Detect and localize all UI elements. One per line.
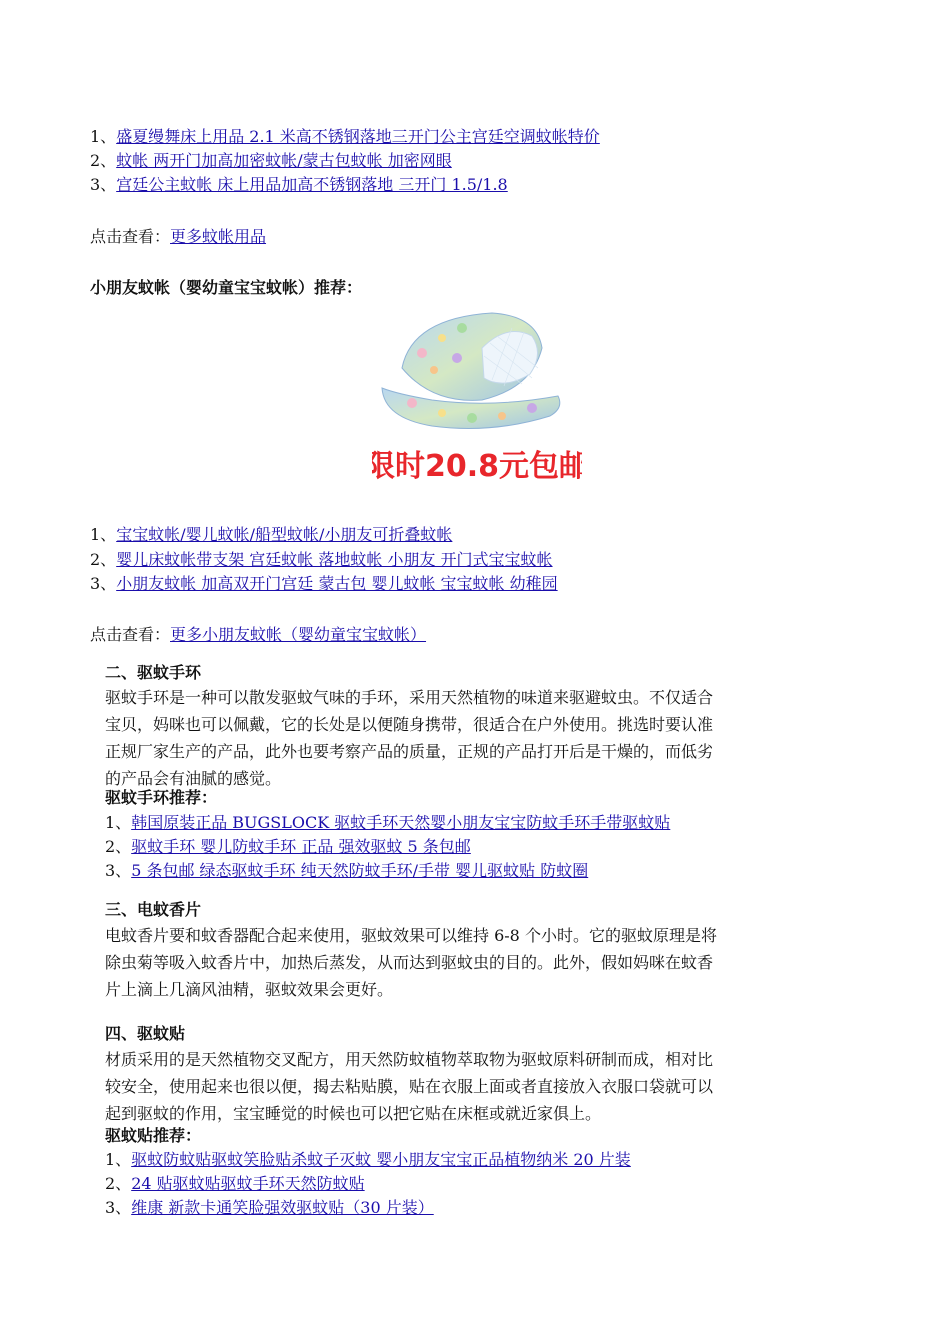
paragraph-line: 驱蚊手环是一种可以散发驱蚊气味的手环，采用天然植物的味道来驱避蚊虫。不仅适合 [105, 688, 714, 707]
list-item [105, 1172, 365, 1196]
list-number: 1、 [105, 1150, 132, 1169]
list-number: 2、 [90, 550, 117, 569]
paragraph-line: 正规厂家生产的产品，此外也要考察产品的质量，正规的产品打开后是干燥的，而低劣 [105, 742, 714, 761]
paragraph-line: 宝贝，妈咪也可以佩戴，它的长处是以便随身携带，很适合在户外使用。挑选时要认准 [105, 715, 714, 734]
product-link[interactable]: 5 条包邮 绿态驱蚊手环 纯天然防蚊手环/手带 婴儿驱蚊贴 防蚊圈 [131, 861, 589, 880]
product-link[interactable]: 维康 新款卡通笑脸强效驱蚊贴（30 片装） [131, 1198, 434, 1217]
section-heading: 二、驱蚊手环 [105, 663, 202, 682]
paragraph [105, 1046, 845, 1127]
paragraph-line: 材质采用的是天然植物交叉配方，用天然防蚊植物萃取物为驱蚊原料研制而成，相对比 [105, 1050, 714, 1069]
promo-text: 限时20.8元包邮 [372, 449, 582, 484]
section-heading: 四、驱蚊贴 [105, 1024, 186, 1043]
product-link[interactable]: 婴儿床蚊帐带支架 宫廷蚊帐 落地蚊帐 小朋友 开门式宝宝蚊帐 [116, 550, 553, 569]
list-number: 2、 [105, 837, 132, 856]
paragraph-line: 除虫菊等吸入蚊香片中，加热后蒸发，从而达到驱蚊虫的目的。此外，假如妈咪在蚊香 [105, 953, 714, 972]
paragraph [105, 922, 845, 1003]
list-item [90, 523, 452, 547]
list-item [105, 1148, 631, 1172]
list-number: 1、 [90, 127, 117, 146]
product-link[interactable]: 盛夏缦舞床上用品 2.1 米高不锈钢落地三开门公主宫廷空调蚊帐特价 [116, 127, 600, 146]
list-number: 3、 [90, 574, 117, 593]
list-number: 3、 [105, 861, 132, 880]
section-heading: 三、电蚊香片 [105, 900, 202, 919]
list-item [105, 859, 588, 883]
product-link[interactable]: 24 贴驱蚊贴驱蚊手环天然防蚊贴 [131, 1174, 365, 1193]
more-link[interactable]: 更多蚊帐用品 [170, 227, 267, 246]
list-number: 2、 [90, 151, 117, 170]
rec-heading: 驱蚊贴推荐： [105, 1126, 202, 1145]
list-item [90, 173, 508, 197]
paragraph-line: 较安全，使用起来也很以便，揭去粘贴膜，贴在衣服上面或者直接放入衣服口袋就可以 [105, 1077, 714, 1096]
product-link[interactable]: 韩国原装正品 BUGSLOCK 驱蚊手环天然婴小朋友宝宝防蚊手环手带驱蚊贴 [131, 813, 671, 832]
list-number: 3、 [90, 175, 117, 194]
list-item [90, 125, 600, 149]
list-number: 1、 [105, 813, 132, 832]
product-link[interactable]: 蚊帐 两开门加高加密蚊帐/蒙古包蚊帐 加密网眼 [116, 151, 452, 170]
list-item [90, 149, 452, 173]
list-item [90, 548, 553, 572]
rec-heading: 驱蚊手环推荐： [105, 788, 218, 807]
product-link[interactable]: 宫廷公主蚊帐 床上用品加高不锈钢落地 三开门 1.5/1.8 [116, 175, 508, 194]
list-item [105, 1196, 434, 1220]
more-prefix: 点击查看： [90, 625, 171, 644]
product-link[interactable]: 宝宝蚊帐/婴儿蚊帐/船型蚊帐/小朋友可折叠蚊帐 [116, 525, 453, 544]
more-line [90, 623, 426, 647]
list-number: 3、 [105, 1198, 132, 1217]
section-heading: 小朋友蚊帐（婴幼童宝宝蚊帐）推荐： [90, 278, 363, 297]
paragraph [105, 684, 845, 792]
paragraph-line: 起到驱蚊的作用，宝宝睡觉的时候也可以把它贴在床框或就近家俱上。 [105, 1104, 602, 1123]
product-link[interactable]: 驱蚊防蚊贴驱蚊笑脸贴杀蚊子灭蚊 婴小朋友宝宝正品植物纳米 20 片装 [131, 1150, 631, 1169]
more-prefix: 点击查看： [90, 227, 171, 246]
product-link[interactable]: 小朋友蚊帐 加高双开门宫廷 蒙古包 婴儿蚊帐 宝宝蚊帐 幼稚园 [116, 574, 558, 593]
product-link[interactable]: 驱蚊手环 婴儿防蚊手环 正品 强效驱蚊 5 条包邮 [131, 837, 471, 856]
list-number: 2、 [105, 1174, 132, 1193]
product-image[interactable] [372, 308, 582, 490]
paragraph-line: 的产品会有油腻的感觉。 [105, 769, 282, 788]
more-line [90, 225, 266, 249]
paragraph-line: 片上滴上几滴风油精，驱蚊效果会更好。 [105, 980, 394, 999]
baby-net-illustration [372, 308, 582, 490]
list-number: 1、 [90, 525, 117, 544]
list-item [105, 835, 471, 859]
list-item [90, 572, 558, 596]
paragraph-line: 电蚊香片要和蚊香器配合起来使用，驱蚊效果可以维持 6-8 个小时。它的驱蚊原理是将 [105, 926, 717, 945]
more-link[interactable]: 更多小朋友蚊帐（婴幼童宝宝蚊帐） [170, 625, 427, 644]
list-item [105, 811, 670, 835]
